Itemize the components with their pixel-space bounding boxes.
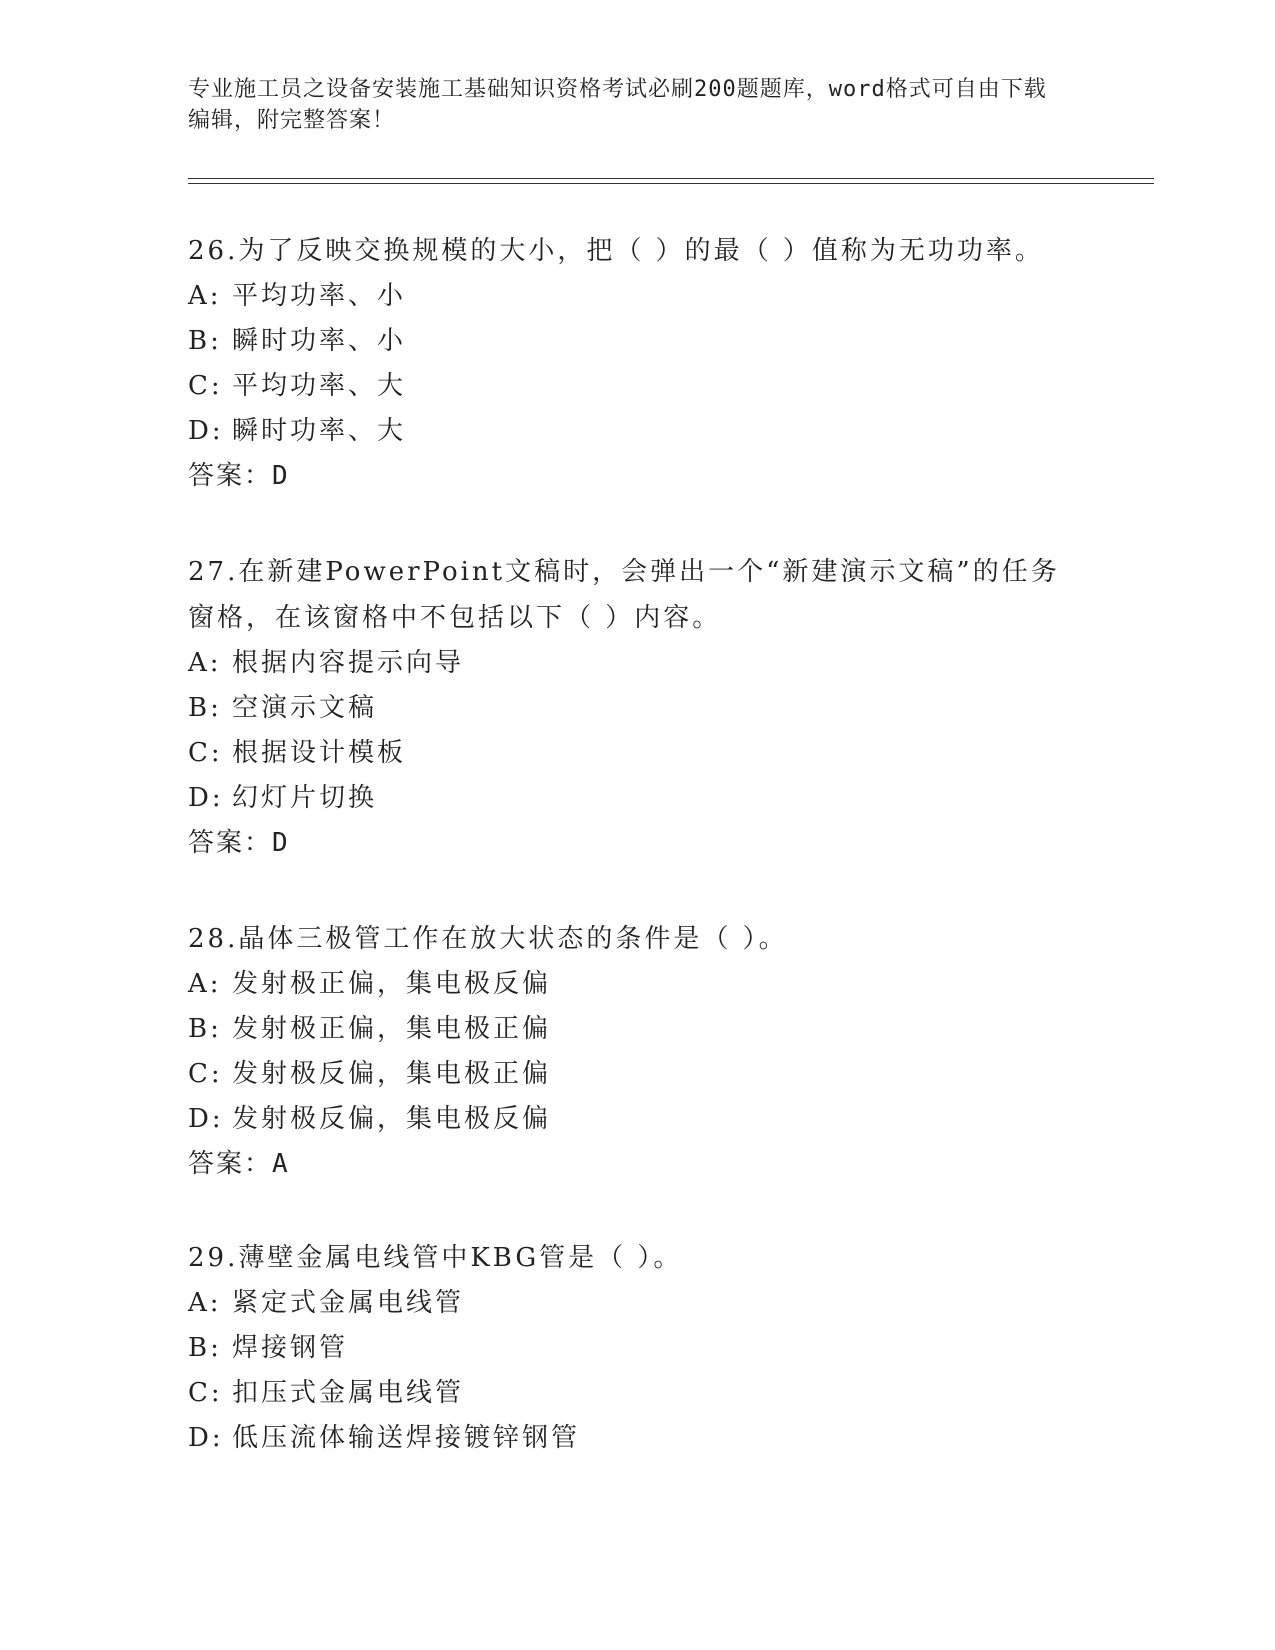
option-b bbox=[188, 319, 1068, 364]
question-stem: 28.晶体三极管工作在放大状态的条件是（ ）。 bbox=[188, 924, 788, 954]
option-text: 幻灯片切换 bbox=[232, 783, 378, 813]
option-text: 低压流体输送焊接镀锌钢管 bbox=[232, 1423, 581, 1453]
question-stem: 26.为了反映交换规模的大小，把（ ）的最（ ）值称为无功功率。 bbox=[188, 236, 1044, 266]
option-key: A: bbox=[188, 1288, 222, 1318]
option-text: 空演示文稿 bbox=[232, 693, 378, 723]
answer-line: 答案：A bbox=[188, 1149, 290, 1179]
option-a bbox=[188, 641, 1068, 686]
option-d bbox=[188, 409, 1068, 454]
option-text: 发射极正偏，集电极正偏 bbox=[232, 1014, 552, 1044]
question-26 bbox=[188, 228, 1068, 499]
option-key: B: bbox=[188, 693, 222, 723]
option-text: 焊接钢管 bbox=[232, 1333, 349, 1363]
option-a bbox=[188, 1281, 1068, 1326]
option-c bbox=[188, 1371, 1068, 1416]
question-stem: 29.薄壁金属电线管中KBG管是（ ）。 bbox=[188, 1243, 683, 1273]
option-b bbox=[188, 686, 1068, 731]
option-text: 发射极反偏，集电极反偏 bbox=[232, 1104, 552, 1134]
option-text: 根据内容提示向导 bbox=[232, 648, 465, 678]
option-text: 瞬时功率、小 bbox=[232, 326, 407, 356]
option-key: B: bbox=[188, 326, 222, 356]
option-key: C: bbox=[188, 738, 223, 768]
option-text: 紧定式金属电线管 bbox=[232, 1288, 465, 1318]
answer-line: 答案：D bbox=[188, 828, 290, 858]
option-key: D: bbox=[188, 1423, 224, 1453]
answer-line: 答案：D bbox=[188, 461, 290, 491]
option-text: 发射极反偏，集电极正偏 bbox=[232, 1059, 552, 1089]
option-text: 发射极正偏，集电极反偏 bbox=[232, 969, 552, 999]
option-key: A: bbox=[188, 969, 222, 999]
option-text: 扣压式金属电线管 bbox=[232, 1378, 465, 1408]
option-b bbox=[188, 1007, 1068, 1052]
option-key: B: bbox=[188, 1014, 222, 1044]
option-d bbox=[188, 776, 1068, 821]
option-text: 瞬时功率、大 bbox=[232, 416, 407, 446]
option-c bbox=[188, 731, 1068, 776]
option-key: D: bbox=[188, 416, 224, 446]
option-key: D: bbox=[188, 783, 224, 813]
option-text: 平均功率、大 bbox=[232, 371, 407, 401]
option-key: C: bbox=[188, 1059, 223, 1089]
question-28 bbox=[188, 916, 1068, 1187]
option-text: 根据设计模板 bbox=[232, 738, 407, 768]
option-key: A: bbox=[188, 281, 222, 311]
question-29 bbox=[188, 1235, 1068, 1461]
question-stem: 27.在新建PowerPoint文稿时，会弹出一个“新建演示文稿”的任务窗格，在该窗格中不包括以下（ ）内容。 bbox=[188, 557, 1060, 633]
question-27 bbox=[188, 549, 1068, 866]
option-c bbox=[188, 1052, 1068, 1097]
header-double-rule bbox=[188, 178, 1154, 184]
option-c bbox=[188, 364, 1068, 409]
page-header-text: 专业施工员之设备安装施工基础知识资格考试必刷200题题库，word格式可自由下载编辑，附完整答案！ bbox=[188, 77, 1047, 133]
option-d bbox=[188, 1097, 1068, 1142]
option-key: D: bbox=[188, 1104, 224, 1134]
option-key: C: bbox=[188, 371, 223, 401]
option-key: A: bbox=[188, 648, 222, 678]
option-b bbox=[188, 1326, 1068, 1371]
option-key: B: bbox=[188, 1333, 222, 1363]
option-key: C: bbox=[188, 1378, 223, 1408]
option-a bbox=[188, 962, 1068, 1007]
option-d bbox=[188, 1416, 1068, 1461]
option-text: 平均功率、小 bbox=[232, 281, 407, 311]
option-a bbox=[188, 274, 1068, 319]
